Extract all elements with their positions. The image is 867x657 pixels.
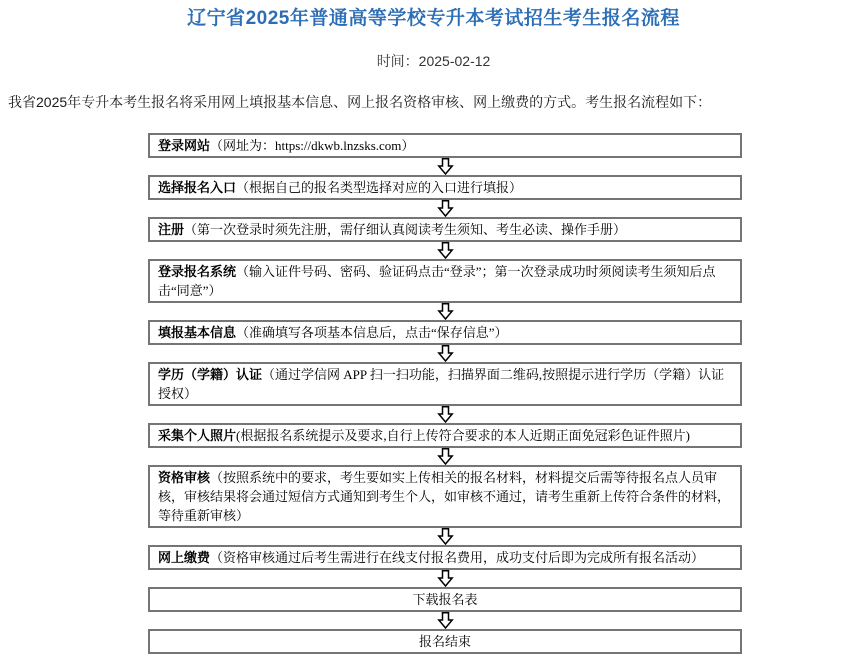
flow-step-label: 下载报名表: [412, 592, 478, 607]
flow-step-desc: （第一次登录时须先注册，需仔细认真阅读考生须知、考生必读、操作手册）: [184, 222, 627, 237]
intro-paragraph: 我省2025年专升本考生报名将采用网上填报基本信息、网上报名资格审核、网上缴费的方式。考生报名流程如下：: [8, 94, 712, 110]
flow-step-label: 选择报名入口: [158, 180, 237, 195]
flow-step-label: 网上缴费: [158, 550, 211, 565]
down-arrow-icon: [148, 570, 742, 587]
down-arrow-icon: [148, 448, 742, 465]
flow-step-online-payment: [148, 545, 742, 570]
down-arrow-icon: [148, 303, 742, 320]
flow-step-education-verify: [148, 362, 742, 406]
down-arrow-icon: [148, 345, 742, 362]
flow-step-desc: （准确填写各项基本信息后，点击“保存信息”）: [236, 325, 508, 340]
flow-step-login-system: [148, 259, 742, 303]
flow-step-login-website: [148, 133, 742, 158]
flow-step-registration-end: [148, 629, 742, 654]
flow-step-label: 采集个人照片: [158, 428, 237, 443]
down-arrow-icon: [148, 242, 742, 259]
flow-step-fill-basic-info: [148, 320, 742, 345]
flow-step-desc: (根据报名系统提示及要求,自行上传符合要求的本人近期正面免冠彩色证件照片): [236, 428, 690, 443]
date-line: 时间：2025-02-12: [376, 53, 491, 69]
flow-step-label: 报名结束: [418, 634, 471, 649]
down-arrow-icon: [148, 612, 742, 629]
down-arrow-icon: [148, 528, 742, 545]
page-title: 辽宁省2025年普通高等学校专升本考试招生考生报名流程: [187, 8, 680, 29]
flow-step-label: 学历（学籍）认证: [158, 367, 263, 382]
flowchart: [148, 133, 742, 654]
flow-step-label: 登录网站: [158, 138, 211, 153]
flow-step-label: 注册: [158, 222, 185, 237]
flow-step-label: 登录报名系统: [158, 264, 237, 279]
flow-step-desc: （输入证件号码、密码、验证码点击“登录”；第一次登录成功时须阅读考生须知后点击“同意”）: [158, 264, 716, 298]
flow-step-desc: （按照系统中的要求，考生要如实上传相关的报名材料，材料提交后需等待报名点人员审核，审核结果将会通过短信方式通知到考生个人，如审核不通过，请考生重新上传符合条件的材料，等待重新审核）: [158, 470, 731, 523]
flow-step-desc: （根据自己的报名类型选择对应的入口进行填报）: [236, 180, 523, 195]
flow-step-label: 填报基本信息: [158, 325, 237, 340]
flow-step-desc: （通过学信网 APP 扫一扫功能，扫描界面二维码,按照提示进行学历（学籍）认证授权）: [158, 367, 725, 401]
down-arrow-icon: [148, 158, 742, 175]
flow-step-register: [148, 217, 742, 242]
flow-step-photo-upload: [148, 423, 742, 448]
flow-step-qualification-review: [148, 465, 742, 528]
flow-step-choose-entry: [148, 175, 742, 200]
down-arrow-icon: [148, 406, 742, 423]
flow-step-label: 资格审核: [158, 470, 211, 485]
down-arrow-icon: [148, 200, 742, 217]
flow-step-desc: （网址为：https://dkwb.lnzsks.com）: [210, 138, 415, 153]
flow-step-download-form: [148, 587, 742, 612]
flow-step-desc: （资格审核通过后考生需进行在线支付报名费用，成功支付后即为完成所有报名活动）: [210, 550, 705, 565]
